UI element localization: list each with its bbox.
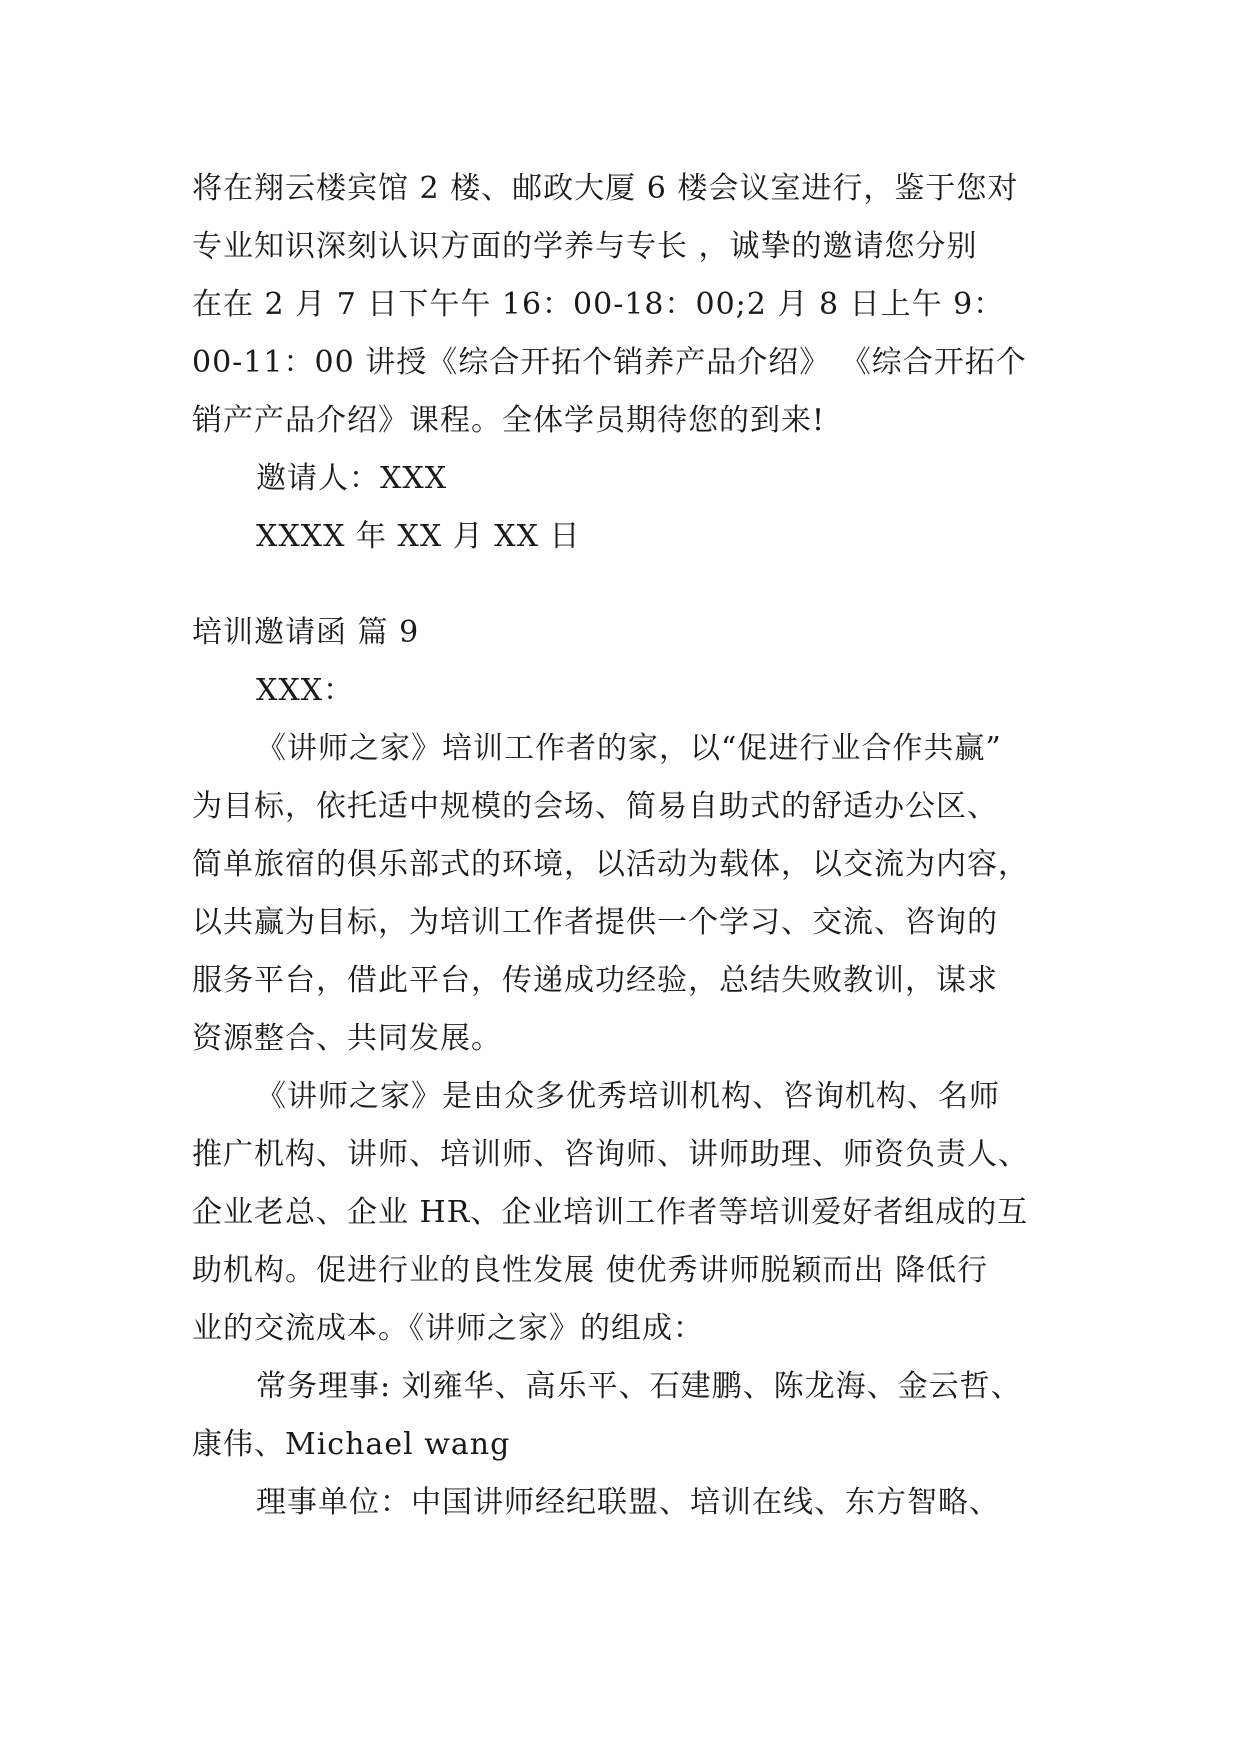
text-line: 《讲师之家》是由众多优秀培训机构、咨询机构、名师: [256, 1079, 1000, 1114]
invitation-paragraph: [192, 160, 1052, 450]
document-body: [192, 160, 1052, 1532]
text-line: 《讲师之家》培训工作者的家，以“促进行业合作共赢”: [256, 731, 1002, 766]
section-heading: 培训邀请函 篇 9: [192, 615, 420, 650]
text-line: 将在翔云楼宾馆 2 楼、邮政大厦 6 楼会议室进行，鉴于您对: [192, 171, 1019, 206]
text-line: 在在 2 月 7 日下午午 16：00-18：00;2 月 8 日上午 9：: [192, 287, 1005, 322]
text-line: 简单旅宿的俱乐部式的环境，以活动为载体，以交流为内容，: [192, 847, 1029, 882]
text-line: 销产产品介绍》课程。全体学员期待您的到来!: [192, 403, 826, 438]
text-line: 资源整合、共同发展。: [192, 1021, 502, 1056]
text-line: 常务理事: 刘雍华、高乐平、石建鹏、陈龙海、金云哲、: [256, 1369, 1022, 1404]
salutation: XXX：: [256, 673, 355, 708]
text-line: 理事单位：中国讲师经纪联盟、培训在线、东方智略、: [256, 1485, 1000, 1520]
text-line: 为目标，依托适中规模的会场、简易自助式的舒适办公区、: [192, 789, 998, 824]
composition-paragraph: [192, 1068, 1052, 1358]
member-units-paragraph: [192, 1474, 1052, 1532]
text-line: 服务平台，借此平台，传递成功经验，总结失败教训，谋求: [192, 963, 998, 998]
date-line: XXXX 年 XX 月 XX 日: [256, 519, 581, 554]
inviter-line: 邀请人：XXX: [256, 461, 448, 496]
executive-directors-paragraph: [192, 1358, 1052, 1474]
text-line: 业的交流成本。《讲师之家》的组成：: [192, 1311, 704, 1346]
text-line: 助机构。促进行业的良性发展 使优秀讲师脱颖而出 降低行: [192, 1253, 989, 1288]
text-line: 00-11：00 讲授《综合开拓个销养产品介绍》 《综合开拓个: [192, 345, 1027, 380]
text-line: 康伟、Michael wang: [192, 1427, 511, 1462]
text-line: 专业知识深刻认识方面的学养与专长 ，诚挚的邀请您分别: [192, 229, 978, 264]
text-line: 推广机构、讲师、培训师、咨询师、讲师助理、师资负责人、: [192, 1137, 1029, 1172]
intro-paragraph: [192, 720, 1052, 1068]
section-gap: [192, 566, 1052, 604]
text-line: 企业老总、企业 HR、企业培训工作者等培训爱好者组成的互: [192, 1195, 1029, 1230]
text-line: 以共赢为目标，为培训工作者提供一个学习、交流、咨询的: [192, 905, 998, 940]
